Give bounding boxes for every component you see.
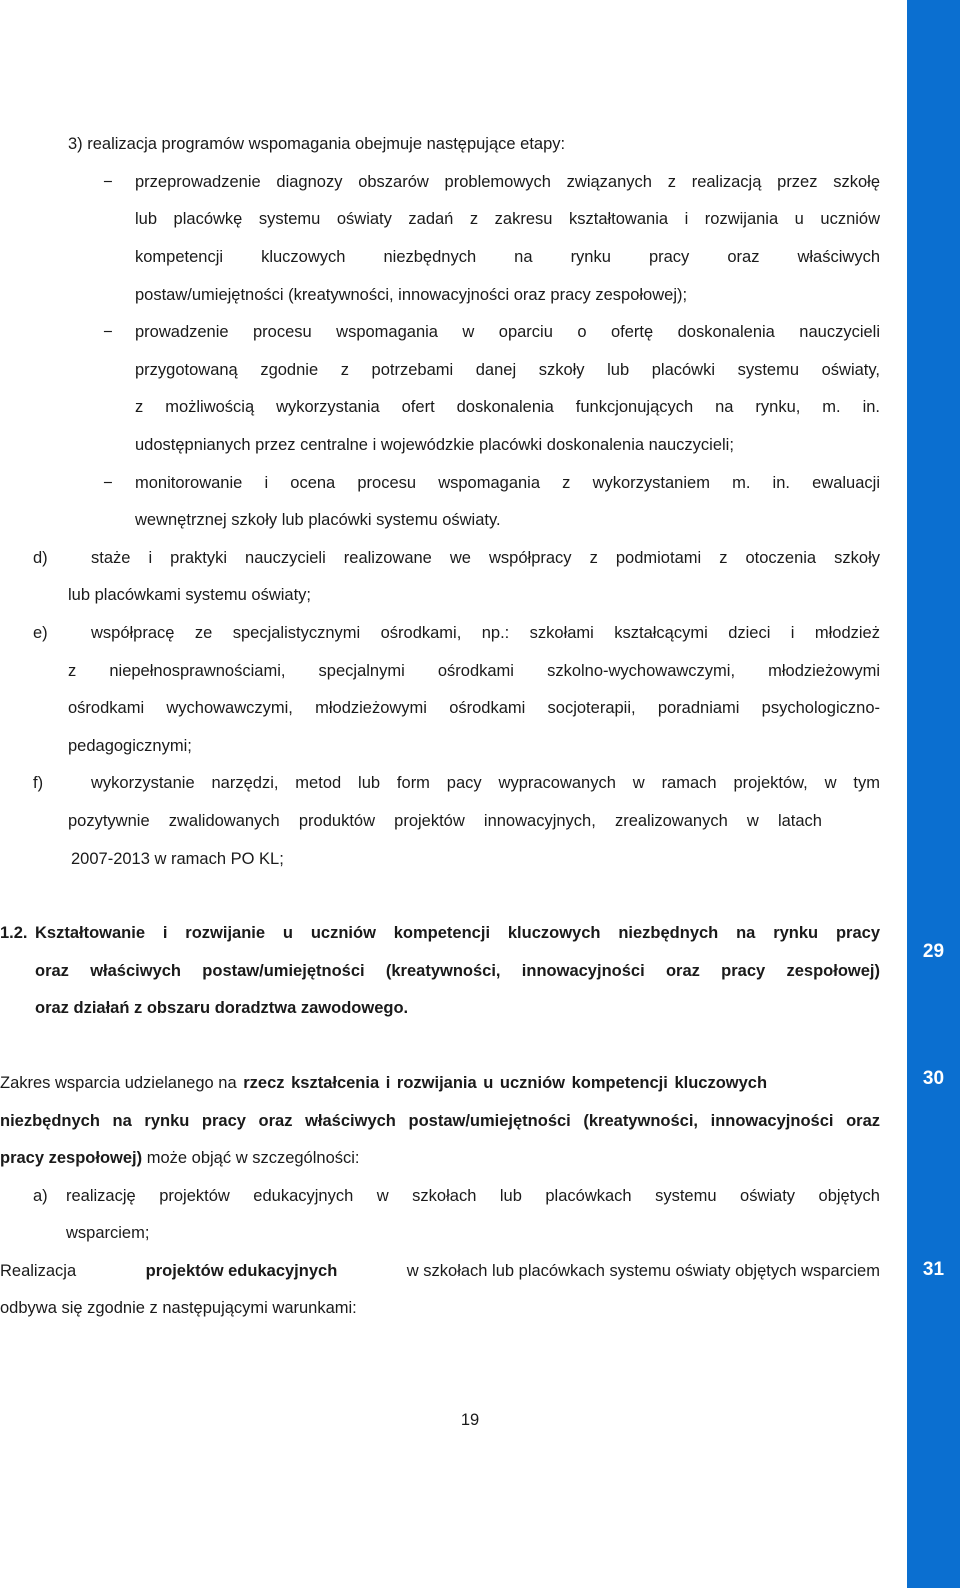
bullet-line: z możliwością wykorzystania ofert doskonalenia funkcjonujących na rynku, m. in. — [135, 398, 880, 416]
list-item-line: realizację projektów edukacyjnych w szkołach lub placówkach systemu oświaty objętych — [66, 1187, 880, 1205]
margin-sidebar — [907, 0, 960, 1588]
list-item-line: wykorzystanie narzędzi, metod lub form pacy wypracowanych w ramach projektów, w tym — [91, 774, 880, 792]
bullet-line: monitorowanie i ocena procesu wspomagania z wykorzystaniem m. in. ewaluacji — [135, 474, 880, 492]
bullet-line: przygotowaną zgodnie z potrzebami danej szkoły lub placówki systemu oświaty, — [135, 361, 880, 379]
bullet-line: udostępnianych przez centralne i wojewódzkie placówki doskonalenia nauczycieli; — [135, 436, 734, 454]
paragraph-line: odbywa się zgodnie z następującymi warunkami: — [0, 1299, 357, 1317]
paragraph-line — [0, 1072, 767, 1094]
side-number: 31 — [922, 1259, 945, 1280]
text-run: Realizacja — [0, 1262, 77, 1280]
text-run: w szkołach lub placówkach systemu oświaty objętych wsparciem — [406, 1262, 880, 1280]
bullet-line: przeprowadzenie diagnozy obszarów problemowych związanych z realizacją przez szkołę — [135, 173, 880, 191]
text-run-bold: projektów edukacyjnych — [145, 1262, 338, 1280]
list-item-line: wsparciem; — [66, 1224, 150, 1242]
section-number: 1.2. — [0, 924, 28, 942]
section-heading: 3) realizacja programów wspomagania obejmuje następujące etapy: — [68, 135, 566, 153]
list-item-line: ośrodkami wychowawczymi, młodzieżowymi ośrodkami socjoterapii, poradniami psychologiczno- — [68, 699, 880, 717]
side-number: 29 — [922, 941, 945, 962]
bullet-dash: − — [103, 323, 113, 341]
list-item-line: współpracę ze specjalistycznymi ośrodkami, np.: szkołami kształcącymi dzieci i młodzież — [91, 624, 880, 642]
bullet-line: kompetencji kluczowych niezbędnych na rynku pracy oraz właściwych — [135, 248, 880, 266]
list-item-line: z niepełnosprawnościami, specjalnymi ośrodkami szkolno-wychowawczymi, młodzieżowymi — [68, 662, 880, 680]
list-label-f: f) — [33, 774, 44, 792]
bullet-dash: − — [103, 173, 113, 191]
bullet-line: postaw/umiejętności (kreatywności, innowacyjności oraz pracy zespołowej); — [135, 286, 688, 304]
text-run-bold: rzecz kształcenia i rozwijania u uczniów kompetencji kluczowych — [243, 1074, 768, 1092]
text-run: może objąć w szczególności: — [146, 1149, 360, 1167]
list-item-line: 2007-2013 w ramach PO KL; — [71, 850, 284, 868]
text-run-bold: pracy zespołowej) — [0, 1149, 143, 1167]
section-title-line: Kształtowanie i rozwijanie u uczniów kompetencji kluczowych niezbędnych na rynku pracy — [35, 924, 880, 942]
list-item-line: pozytywnie zwalidowanych produktów projektów innowacyjnych, zrealizowanych w latach — [68, 812, 822, 830]
bullet-dash: − — [103, 474, 113, 492]
list-label-d: d) — [33, 549, 48, 567]
list-label-a: a) — [33, 1187, 48, 1205]
side-number: 30 — [922, 1068, 945, 1089]
list-item-line: pedagogicznymi; — [68, 737, 192, 755]
section-title-line: oraz właściwych postaw/umiejętności (kreatywności, innowacyjności oraz pracy zespołowej) — [35, 962, 880, 980]
bullet-line: lub placówkę systemu oświaty zadań z zakresu kształtowania i rozwijania u uczniów — [135, 210, 880, 228]
text-run: Zakres wsparcia udzielanego na — [0, 1074, 237, 1092]
bullet-line: wewnętrznej szkoły lub placówki systemu oświaty. — [135, 511, 501, 529]
page-number: 19 — [460, 1411, 480, 1429]
section-title-line: oraz działań z obszaru doradztwa zawodowego. — [35, 999, 409, 1017]
list-item-line: staże i praktyki nauczycieli realizowane we współpracy z podmiotami z otoczenia szkoły — [91, 549, 880, 567]
list-label-e: e) — [33, 624, 48, 642]
paragraph-line — [0, 1260, 880, 1282]
paragraph-line — [0, 1147, 360, 1169]
list-item-line: lub placówkami systemu oświaty; — [68, 586, 312, 604]
bullet-line: prowadzenie procesu wspomagania w oparciu o ofertę doskonalenia nauczycieli — [135, 323, 880, 341]
paragraph-line: niezbędnych na rynku pracy oraz właściwych postaw/umiejętności (kreatywności, innowacyjności oraz — [0, 1112, 880, 1130]
